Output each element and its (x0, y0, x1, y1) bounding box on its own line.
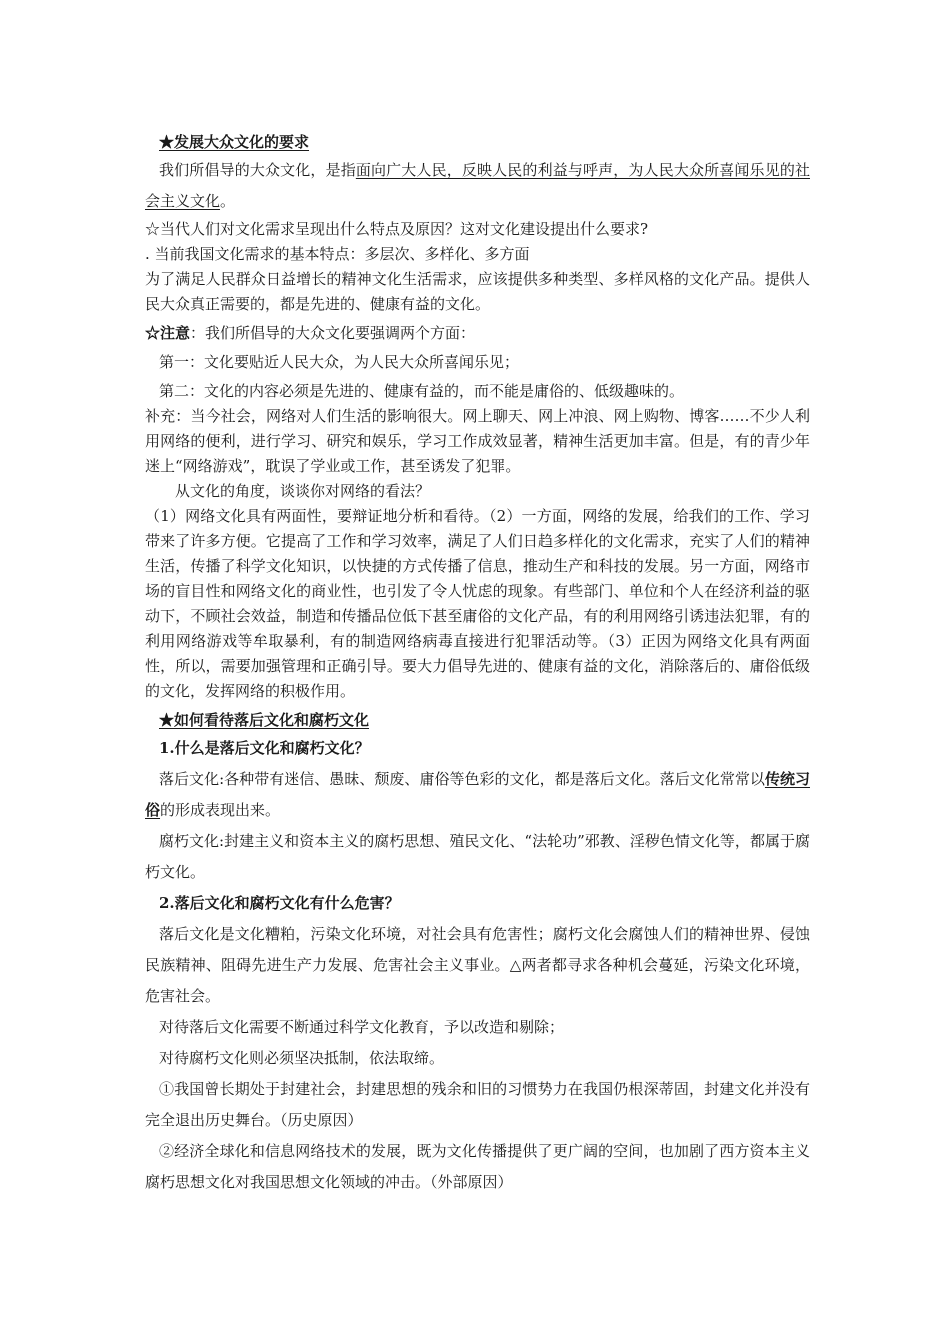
network-answer: （1）网络文化具有两面性，要辩证地分析和看待。（2）一方面，网络的发展，给我们的工作、学习带来了许多方便。它提高了工作和学习效率，满足了人们日趋多样化的文化需求，充实了人们的精神生活，传播了科学文化知识，以快捷的方式传播了信息，推动生产和科技的发展。另一方面，网络市场的盲目性和网络文化的商业性，也引发了令人忧虑的现象。有些部门、单位和个人在经济利益的驱动下，不顾社会效益，制造和传播品位低下甚至庸俗的文化产品，有的利用网络引诱违法犯罪，有的利用网络游戏等牟取暴利，有的制造网络病毒直接进行犯罪活动等。（3）正因为网络文化具有两面性，所以，需要加强管理和正确引导。要大力倡导先进的、健康有益的文化，消除落后的、庸俗低级的文化，发挥网络的积极作用。 (145, 507, 810, 700)
section-title-mass-culture: ★发展大众文化的要求 (159, 133, 310, 151)
treatment-backward: 对待落后文化需要不断通过科学文化教育，予以改造和剔除； (159, 1018, 565, 1036)
backward-culture-definition (145, 764, 810, 826)
definition-underlined: 面向广大人民，反映人民的利益与呼声，为人民大众所喜闻乐见的社会主义文化 (145, 161, 810, 210)
question-harm: 2.落后文化和腐朽文化有什么危害？ (159, 894, 400, 912)
decadent-culture-definition: 腐朽文化:封建主义和资本主义的腐朽思想、殖民文化、“法轮功”邪教、淫秽色情文化等，都属于腐朽文化。 (145, 832, 810, 881)
point-one: 第一：文化要贴近人民大众，为人民大众所喜闻乐见； (159, 353, 520, 371)
definition-prefix: 我们所倡导的大众文化，是指 (159, 161, 356, 179)
demand-features: . 当前我国文化需求的基本特点：多层次、多样化、多方面 (145, 245, 530, 263)
definition-suffix: 。 (220, 192, 236, 210)
note-label: ☆注意 (145, 324, 191, 342)
reason-historical: ①我国曾长期处于封建社会，封建思想的残余和旧的习惯势力在我国仍根深蒂固，封建文化并没有完全退出历史舞台。（历史原因） (145, 1080, 810, 1129)
network-question: 从文化的角度，谈谈你对网络的看法？ (175, 482, 431, 500)
mass-culture-definition (145, 155, 810, 217)
question-cultural-demand: ☆当代人们对文化需求呈现出什么特点及原因？这对文化建设提出什么要求? (145, 220, 649, 238)
demand-requirement: 为了满足人民群众日益增长的精神文化生活需求，应该提供多种类型、多样风格的文化产品。提供人民大众真正需要的，都是先进的、健康有益的文化。 (145, 270, 810, 313)
backward-prefix: 落后文化:各种带有迷信、愚昧、颓废、庸俗等色彩的文化，都是落后文化。落后文化常常以 (159, 770, 765, 788)
question-what-is: 1.什么是落后文化和腐朽文化？ (159, 739, 370, 757)
note-line (145, 321, 810, 346)
document-page (145, 130, 810, 1198)
backward-emphasis: 传统习俗 (145, 770, 810, 819)
harm-paragraph: 落后文化是文化糟粕，污染文化环境，对社会具有危害性；腐朽文化会腐蚀人们的精神世界、侵蚀民族精神、阻碍先进生产力发展、危害社会主义事业。△两者都寻求各种机会蔓延，污染文化环境，危害社会。 (145, 925, 810, 1005)
note-text: ：我们所倡导的大众文化要强调两个方面： (190, 324, 476, 342)
section-title-backward-culture: ★如何看待落后文化和腐朽文化 (159, 711, 370, 729)
reason-external: ②经济全球化和信息网络技术的发展，既为文化传播提供了更广阔的空间，也加剧了西方资本主义腐朽思想文化对我国思想文化领域的冲击。（外部原因） (145, 1142, 810, 1191)
backward-suffix: 的形成表现出来。 (160, 801, 281, 819)
treatment-decadent: 对待腐朽文化则必须坚决抵制，依法取缔。 (159, 1049, 445, 1067)
point-two: 第二：文化的内容必须是先进的、健康有益的，而不能是庸俗的、低级趣味的。 (159, 382, 685, 400)
supplement-paragraph: 补充：当今社会，网络对人们生活的影响很大。网上聊天、网上冲浪、网上购物、博客……不少人利用网络的便利，进行学习、研究和娱乐，学习工作成效显著，精神生活更加丰富。但是，有的青少年迷上“网络游戏”，耽误了学业或工作，甚至诱发了犯罪。 (145, 407, 810, 475)
